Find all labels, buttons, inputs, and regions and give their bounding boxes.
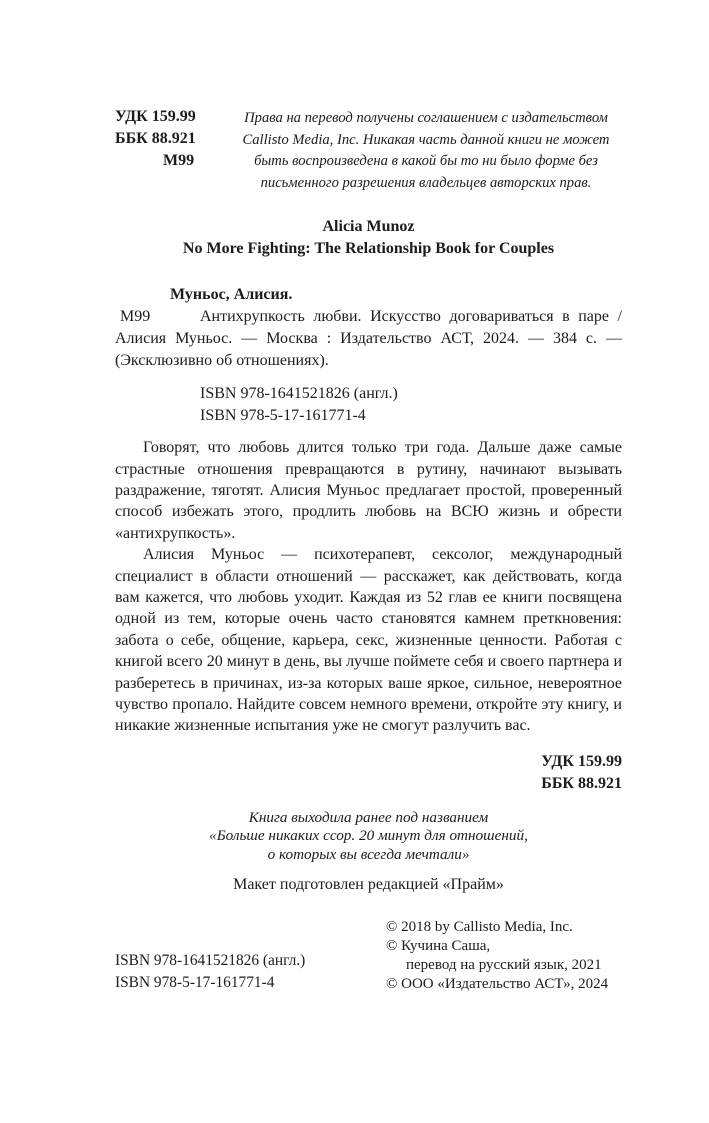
copyright-block bbox=[386, 918, 622, 995]
original-edition-block bbox=[115, 216, 622, 260]
previous-title-line-3: о которых вы всегда мечтали» bbox=[267, 846, 470, 864]
bottom-isbn-english: ISBN 978-1641521826 (англ.) bbox=[115, 952, 306, 970]
bibliographic-code: М99 bbox=[120, 308, 151, 326]
annotation bbox=[115, 437, 622, 737]
udk-code: УДК 159.99 bbox=[115, 108, 196, 125]
udk-code-right: УДК 159.99 bbox=[541, 752, 622, 770]
bbk-code: ББК 88.921 bbox=[115, 130, 196, 147]
copyright-line-1: © 2018 by Callisto Media, Inc. bbox=[386, 918, 573, 935]
previous-title-line-1: Книга выходила ранее под названием bbox=[248, 808, 489, 826]
previous-title-line-2: «Больше никаких ссор. 20 минут для отношений, bbox=[209, 827, 528, 845]
translation-rights-notice: Права на перевод получены соглашением с издательством Callisto Media, Inc. Никакая часть данной книги не может быть воспроизведена в какой бы то ни было форме без письменного разрешения владельцев авторских прав. bbox=[242, 110, 610, 191]
bottom-isbn-block bbox=[115, 950, 305, 994]
annotation-paragraph-1: Говорят, что любовь длится только три года. Дальше даже самые страстные отношения превращаются в рутину, начинают вызывать раздражение, тяготят. Алисия Муньос предлагает простой, проверенный способ избежать этого, продлить любовь на ВСЮ жизнь и обрести «антихрупкость». bbox=[115, 439, 622, 542]
layout-editor-note: Макет подготовлен редакцией «Прайм» bbox=[233, 875, 504, 893]
catalog-author-heading: Муньос, Алисия. bbox=[170, 286, 293, 304]
copyright-line-3: перевод на русский язык, 2021 bbox=[406, 957, 602, 974]
isbn-block bbox=[115, 383, 622, 427]
copyright-line-2: © Кучина Саша, bbox=[386, 937, 491, 954]
original-title: No More Fighting: The Relationship Book for Couples bbox=[182, 240, 555, 258]
author-sign-code: М99 bbox=[163, 152, 195, 169]
top-row bbox=[115, 106, 622, 194]
bbk-code-right: ББК 88.921 bbox=[541, 774, 622, 792]
classification-codes-right bbox=[115, 751, 622, 795]
bottom-isbn-russian: ISBN 978-5-17-161771-4 bbox=[115, 974, 275, 992]
bottom-row bbox=[115, 918, 622, 995]
copyright-line-4: © ООО «Издательство АСТ», 2024 bbox=[386, 976, 609, 993]
annotation-paragraph-2: Алисия Муньос — психотерапевт, сексолог, международный специалист в области отношений — расскажет, как действовать, когда вам кажется, что любовь уходит. Каждая из 52 глав ее книги посвящена одной из тем, которые очень часто становятся камнем преткновения: забота о себе, общение, карьера, секс, жизненные ценности. Работая с книгой всего 20 минут в день, вы лучше поймете себя и своего партнера и разберетесь в причинах, из-за которых ваше яркое, сильное, невероятное чувство пропало. Найдите совсем немного времени, откройте эту книгу, и никакие жизненные испытания уже не смогут разлучить вас. bbox=[115, 546, 622, 735]
isbn-english: ISBN 978-1641521826 (англ.) bbox=[200, 385, 398, 403]
classification-codes bbox=[115, 106, 196, 172]
original-author: Alicia Munoz bbox=[322, 218, 415, 236]
bibliographic-description: Антихрупкость любви. Искусство договариваться в паре / Алисия Муньос. — Москва : Издательство АСТ, 2024. — 384 с. — (Эксклюзивно об отношениях). bbox=[115, 308, 622, 369]
previous-edition-title bbox=[115, 809, 622, 865]
bibliographic-entry bbox=[115, 306, 622, 371]
isbn-russian: ISBN 978-5-17-161771-4 bbox=[200, 407, 366, 425]
